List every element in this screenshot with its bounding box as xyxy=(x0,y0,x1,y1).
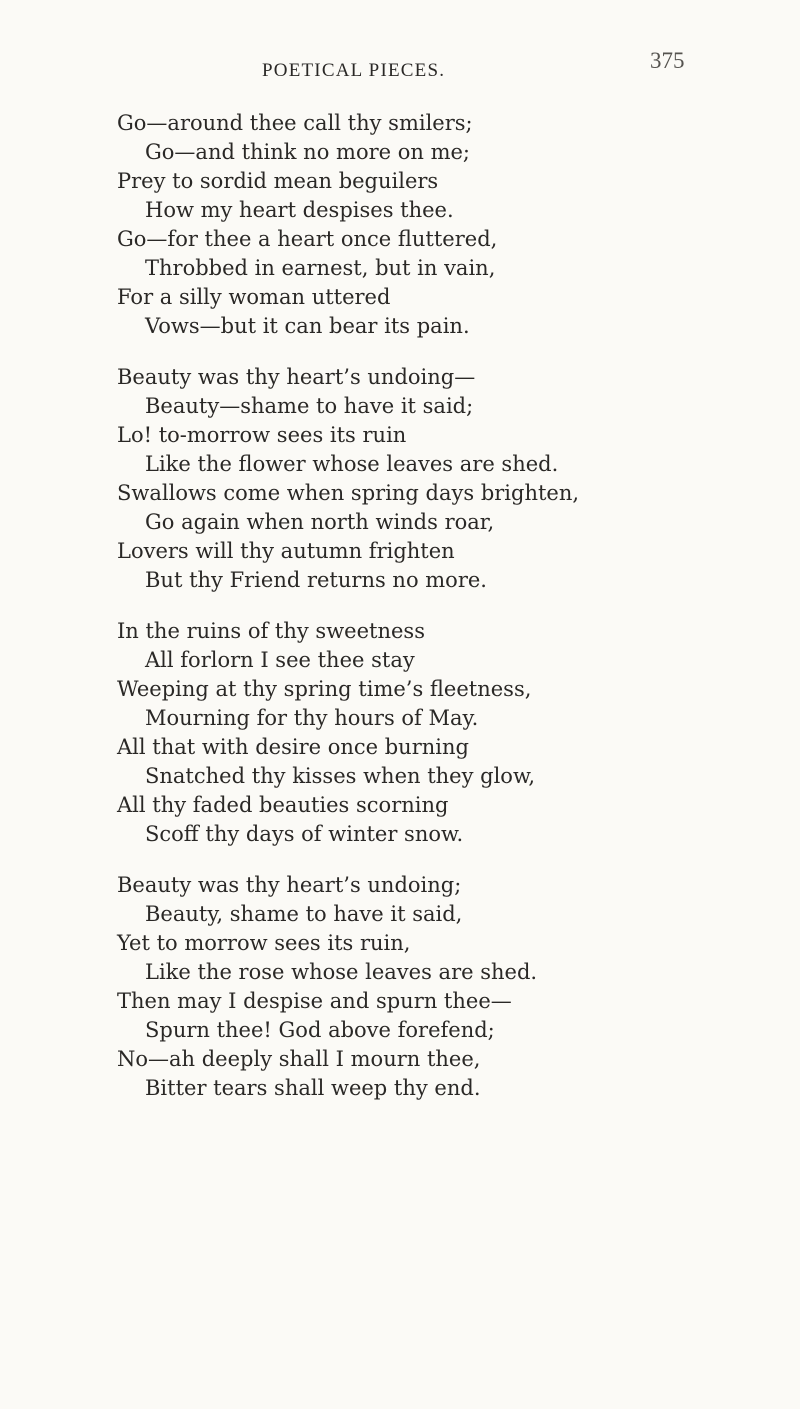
poem-line: Beauty was thy heart’s undoing; xyxy=(117,873,462,897)
poem-line: Vows—but it can bear its pain. xyxy=(145,314,470,338)
poem-line: Snatched thy kisses when they glow, xyxy=(145,764,536,788)
poem-line: How my heart despises thee. xyxy=(145,198,454,222)
poem-line: Go again when north winds roar, xyxy=(145,510,495,534)
poem-line: Like the flower whose leaves are shed. xyxy=(145,452,559,476)
poem-line: Then may I despise and spurn thee— xyxy=(117,989,512,1013)
poem-line: But thy Friend returns no more. xyxy=(145,568,487,592)
poem-line: Throbbed in earnest, but in vain, xyxy=(145,256,496,280)
poem-line: For a silly woman uttered xyxy=(117,285,391,309)
poem-line: Beauty, shame to have it said, xyxy=(145,902,463,926)
poem-line: Bitter tears shall weep thy end. xyxy=(145,1076,481,1100)
poem-line: Prey to sordid mean beguilers xyxy=(117,169,439,193)
poem-line: Go—for thee a heart once fluttered, xyxy=(117,227,498,251)
poem-line: Like the rose whose leaves are shed. xyxy=(145,960,538,984)
running-head: POETICAL PIECES. xyxy=(262,60,446,81)
poem-line: No—ah deeply shall I mourn thee, xyxy=(117,1047,481,1071)
poem-line: Lovers will thy autumn frighten xyxy=(117,539,455,563)
poem-line: Scoff thy days of winter snow. xyxy=(145,822,464,846)
poem-line: Spurn thee! God above forefend; xyxy=(145,1018,495,1042)
poem-line: All that with desire once burning xyxy=(117,735,469,759)
poem-line: All thy faded beauties scorning xyxy=(117,793,449,817)
poem-line: Swallows come when spring days brighten, xyxy=(117,481,580,505)
poem-line: All forlorn I see thee stay xyxy=(145,648,415,672)
poem-line: Weeping at thy spring time’s fleetness, xyxy=(117,677,532,701)
poem-line: In the ruins of thy sweetness xyxy=(117,619,425,643)
poem-line: Go—and think no more on me; xyxy=(145,140,470,164)
poem-line: Mourning for thy hours of May. xyxy=(145,706,479,730)
poem-line: Beauty was thy heart’s undoing— xyxy=(117,365,476,389)
poem-line: Lo! to-morrow sees its ruin xyxy=(117,423,407,447)
poem-line: Beauty—shame to have it said; xyxy=(145,394,474,418)
poem-line: Go—around thee call thy smilers; xyxy=(117,111,473,135)
poem-line: Yet to morrow sees its ruin, xyxy=(117,931,411,955)
page-number: 375 xyxy=(650,48,685,73)
